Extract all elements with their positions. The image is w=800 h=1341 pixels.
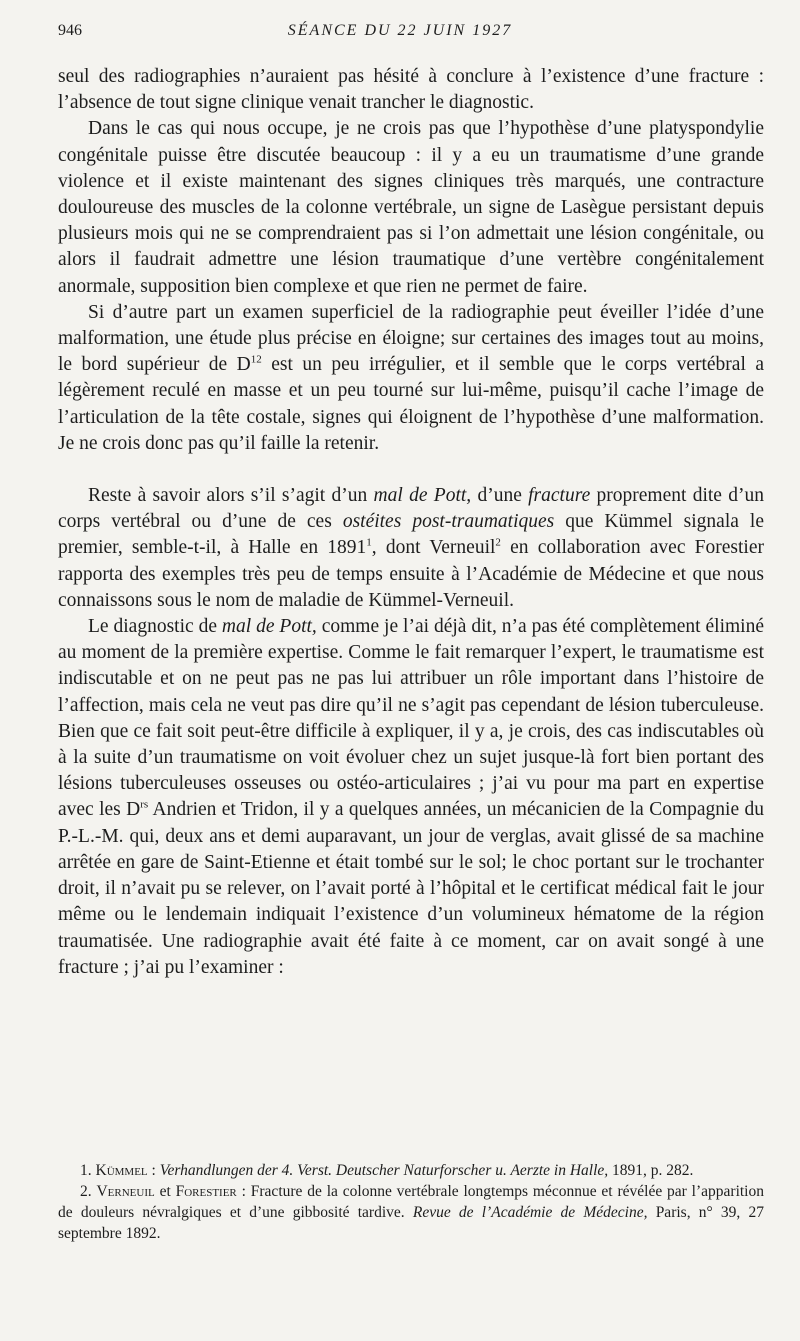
running-header	[58, 22, 742, 46]
superscript: 12	[250, 353, 262, 366]
footnote-author: Verneuil	[96, 1183, 155, 1200]
page-number: 946	[58, 22, 82, 39]
text-span: Paris, n° 39, 27 septembre 1892.	[58, 1204, 764, 1242]
footnote-number: 2.	[80, 1183, 97, 1200]
text-span: d’une	[471, 485, 529, 507]
text-span: :	[147, 1162, 160, 1179]
footnote-title: Verhandlungen der 4. Verst. Deutscher Naturforscher u. Aerzte in Halle,	[159, 1162, 609, 1179]
footnote-ref-2: 2	[495, 536, 501, 549]
italic-term: mal de Pott,	[373, 485, 472, 507]
body-text	[58, 64, 764, 981]
footnote-number: 1.	[80, 1162, 96, 1179]
text-span: proprement dite d’un corps vertébral ou d’une de ces	[58, 485, 764, 533]
running-title: SÉANCE DU 22 JUIN 1927	[287, 22, 513, 39]
footnote-author: Forestier	[175, 1183, 237, 1200]
italic-term: mal de Pott,	[221, 616, 317, 638]
text-span: Le diagnostic de	[88, 616, 222, 638]
footnote-1	[58, 1160, 764, 1181]
text-span: Andrien et Tridon, il y a quelques années, un mécanicien de la Compagnie du P.-L.-M. qui, deux ans et demi auparavant, un jour de verglas, avait glissé de sa machine arrêtée en gare de Saint-Etienne et était tombé sur le sol; le choc portant sur le trochanter droit, il n’avait pu se relever, on l’avait porté à l’hôpital et le certificat médical fait le jour même ou le lendemain indiquait l’existence d’un volumineux hématome de la région traumatisée. Une radiographie avait été faite à ce moment, car on avait songé à une fracture ; j’ai pu l’examiner :	[58, 799, 764, 978]
superscript: rs	[140, 798, 149, 811]
footnote-ref-1: 1	[366, 536, 372, 549]
text-span: Si d’autre part un examen superficiel de la radiographie peut éveiller l’idée d’une malformation, une étude plus précise en éloigne; sur certaines des images tout au moins, le bord supérieur de D	[58, 301, 764, 376]
text-span: comme je l’ai déjà dit, n’a pas été complètement éliminé au moment de la première expertise. Comme le fait remarquer l’expert, le traumatisme est indiscutable et on ne peut pas ne pas lui attribuer un rôle important dans l’histoire de l’affection, mais cela ne veut pas dire qu’il ne s’agit pas cependant de lésion tuberculeuse. Bien que ce fait soit peut-être difficile à expliquer, il y a, je crois, des cas indiscutables où à la suite d’un traumatisme on voit évoluer chez un sujet jusque-là fort bien portant des lésions tuberculeuses osseuses ou ostéo-articulaires ; j’ai vu pour ma part en expertise avec les D	[58, 616, 765, 821]
text-span: est un peu irrégulier, et il semble que le corps vertébral a légèrement reculé en masse et un peu tourné sur lui-même, puisqu’il cache l’image de l’articulation de la tête costale, signes qui éloignent de l’hypothèse d’une malformation. Je ne crois donc pas qu’il faille la retenir.	[58, 354, 764, 454]
italic-term: fracture	[528, 485, 591, 507]
footnote-journal: Revue de l’Académie de Médecine,	[412, 1204, 648, 1221]
text-span: en collaboration avec Forestier rapporta des exemples très peu de temps ensuite à l’Académie de Médecine et que nous connaissons sous le nom de maladie de Kümmel-Verneuil.	[58, 537, 764, 611]
text-span: Reste à savoir alors s’il s’agit d’un	[88, 485, 374, 507]
text-span: que Kümmel signala le premier, semble-t-il, à Halle en 1891	[58, 511, 764, 559]
paragraph-platyspondylie: Dans le cas qui nous occupe, je ne crois pas que l’hypothèse d’une platyspondylie congénitale puisse être discutée beaucoup : il y a eu un traumatisme d’une grande violence et il existe maintenant des signes cliniques très marqués, une contracture douloureuse des muscles de la colonne vertébrale, un signe de Lasègue persistant depuis plusieurs mois qui ne se comprendraient pas si l’on admettait une lésion congénitale, ou alors il faudrait admettre une lésion traumatique d’une vertèbre congénitalement anormale, supposition bien complexe et que rien ne permet de faire.	[58, 118, 764, 297]
paragraph-malformation	[58, 300, 764, 457]
text-span: , dont Verneuil	[371, 537, 496, 559]
footnote-2	[58, 1181, 764, 1244]
italic-term: ostéites post-traumatiques	[342, 511, 555, 533]
paragraph-diagnostic	[58, 614, 764, 981]
text-span: 1891, p. 282.	[608, 1162, 694, 1179]
paragraph-reste-a-savoir	[58, 483, 764, 614]
text-span: et	[154, 1183, 176, 1200]
footnote-author: Kümmel	[95, 1162, 148, 1179]
footnotes	[58, 1160, 764, 1244]
paragraph-continued: seul des radiographies n’auraient pas hésité à conclure à l’existence d’une fracture : l’absence de tout signe clinique venait trancher le diagnostic.	[58, 66, 764, 114]
text-span: : Fracture de la colonne vertébrale longtemps méconnue et révélée par l’apparition de douleurs névralgiques et d’une gibbosité tardive.	[58, 1183, 764, 1221]
